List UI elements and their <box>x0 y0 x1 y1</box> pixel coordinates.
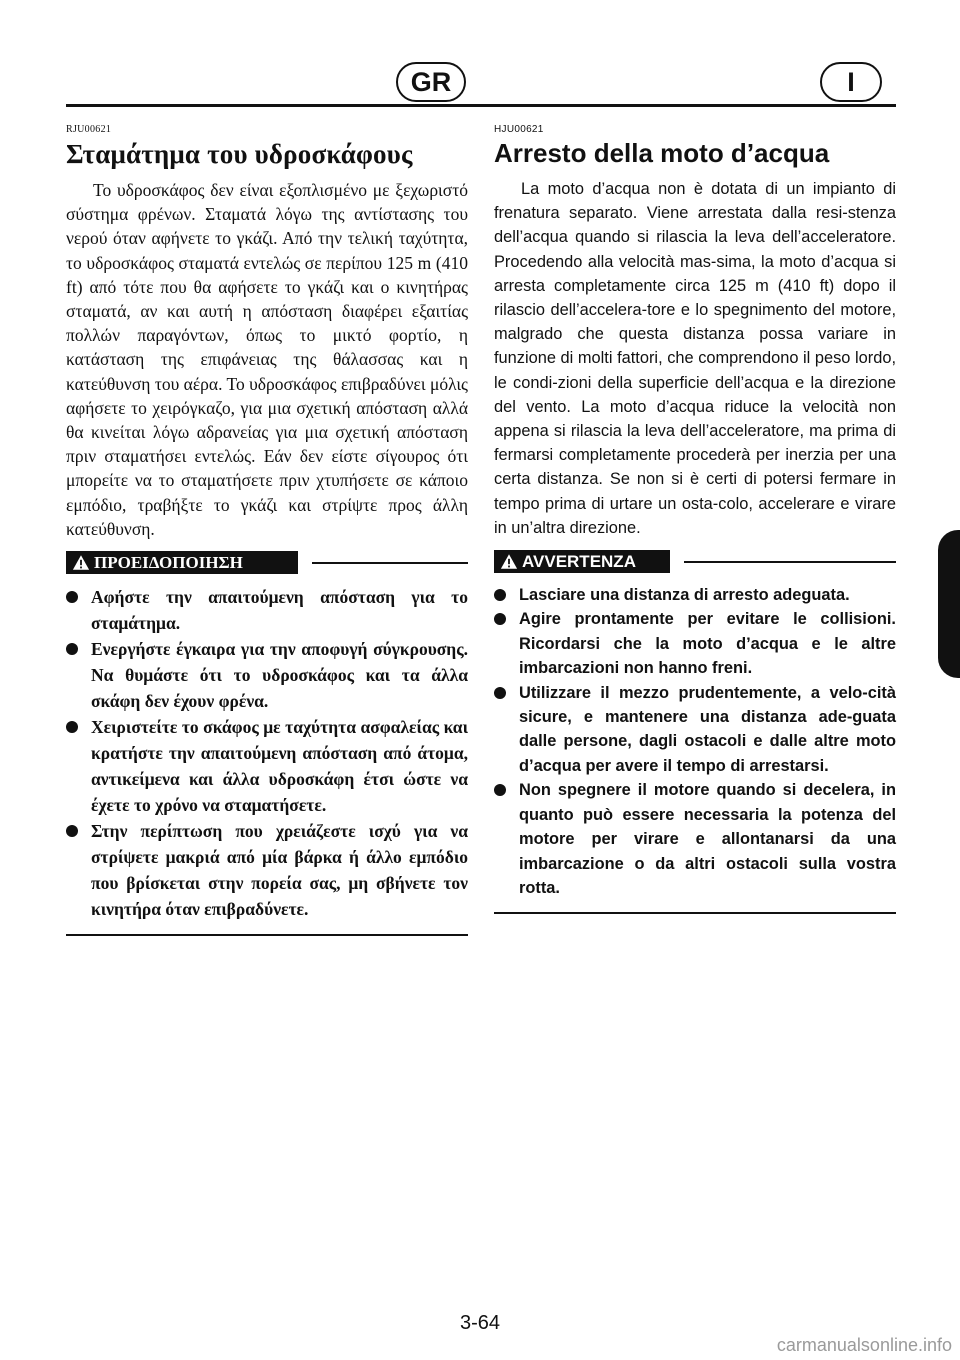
warning-label-box <box>494 550 670 573</box>
warning-list <box>66 584 468 922</box>
header-rule <box>66 104 896 107</box>
section-end-rule <box>494 912 896 914</box>
greek-column <box>66 118 468 936</box>
warning-label: ΠΡΟΕΙΔΟΠΟΙΗΣΗ <box>94 552 243 572</box>
warning-rule <box>684 561 896 563</box>
list-item-text: Χειριστείτε το σκάφος με ταχύτητα ασφαλείας και κρατήστε την απαιτούμενη απόσταση από άτομα, αντικείμενα και άλλα υδροσκάφη έτσι ώστε να έχετε το χρόνο να σταματήσετε. <box>91 717 468 816</box>
warning-rule <box>312 562 468 564</box>
bullet-icon <box>494 784 506 796</box>
list-item <box>494 583 896 607</box>
list-item-text: Αφήστε την απαιτούμενη απόσταση για το σταμάτημα. <box>91 587 468 634</box>
watermark: carmanualsonline.info <box>776 1335 952 1355</box>
warning-icon <box>72 554 90 571</box>
body-paragraph: Το υδροσκάφος δεν είναι εξοπλισμένο με ξεχωριστό σύστημα φρένων. Σταματά λόγω της αντίστασης του νερού όταν αφήνετε το γκάζι. Από την τελική ταχύτητα, το υδροσκάφος σταματά εντελώς σε περίπου 125 m (410 ft) από τότε που θα αφήσετε το γκάζι και ο κινητήρας σταματά, αν και αυτή η απόσταση διαφέρει εξαιτίας πολλών παραγόντων, όπως το μικτό φορτίο, η κατάσταση της επιφάνειας της θάλασσας και η κατεύθυνση του αέρα. Το υδροσκάφος επιβραδύνει μόλις αφήσετε το χειρόγκαζο, για μια σχετική απόσταση αλλά θα κινείται λόγω αδρανείας για μια σχετική απόσταση πριν σταματήσει εντελώς. Εάν δεν είστε σίγουρος ότι μπορείτε να το σταματήσετε πριν χτυπήσετε σε κάποιο εμπόδιο, τραβήξτε το γκάζι και στρίψτε προς άλλη κατεύθυνση. <box>66 180 468 539</box>
list-item-text: Lasciare una distanza di arresto adeguata. <box>519 586 850 605</box>
bullet-icon <box>66 825 78 837</box>
bullet-icon <box>66 591 78 603</box>
section-code: HJU00621 <box>494 124 544 135</box>
bullet-icon <box>66 721 78 733</box>
italian-column <box>494 118 896 914</box>
language-tab-italian: I <box>820 62 882 102</box>
list-item-text: Ενεργήστε έγκαιρα για την αποφυγή σύγκρουσης. Να θυμάστε ότι το υδροσκάφος και τα άλλα σκάφη δεν έχουν φρένα. <box>91 639 468 712</box>
warning-list <box>494 583 896 900</box>
warning-label-box <box>66 551 298 574</box>
list-item <box>494 778 896 900</box>
page-number: 3-64 <box>459 1312 501 1334</box>
language-tab-greek: GR <box>396 62 466 102</box>
list-item-text: Στην περίπτωση που χρειάζεστε ισχύ για να στρίψετε μακριά από μία βάρκα ή άλλο εμπόδιο που βρίσκεται στην πορεία σας, μη σβήνετε τον κινητήρα όταν επιβραδύνετε. <box>91 821 468 920</box>
warning-icon <box>500 553 518 570</box>
warning-label: AVVERTENZA <box>522 551 636 571</box>
section-end-rule <box>66 934 468 936</box>
list-item-text: Utilizzare il mezzo prudentemente, a velo-cità sicure, e mantenere una distanza ade-guata dalle persone, dagli ostacoli e dalle altre moto d’acqua per avere il tempo di arrestarsi. <box>519 683 896 775</box>
list-item-text: Non spegnere il motore quando si decelera, in quanto può essere necessaria la potenza del motore per virare e allontanarsi da una imbarcazione o da altri ostacoli sulla vostra rotta. <box>519 781 896 897</box>
list-item <box>66 584 468 636</box>
list-item <box>494 607 896 680</box>
bullet-icon <box>66 643 78 655</box>
section-code: RJU00621 <box>66 124 112 135</box>
list-item <box>494 681 896 779</box>
section-title: Σταμάτημα του υδροσκάφους <box>66 139 413 169</box>
bullet-icon <box>494 613 506 625</box>
section-title: Arresto della moto d’acqua <box>494 138 830 168</box>
body-paragraph: La moto d’acqua non è dotata di un impianto di frenatura separato. Viene arrestata dalla resi-stenza dell’acqua quando si rilascia la leva dell’acceleratore. Procedendo alla velocità mas-sima, la moto d’acqua si arresta completamente circa 125 m (410 ft) dopo il rilascio dell’accelera-tore e lo spegnimento del motore, malgrado che questa distanza possa variare in funzione di molti fattori, che comprendono il peso lordo, le condi-zioni della superficie dell’acqua e la direzione del vento. La moto d’acqua riduce la velocità non appena si rilascia la leva dell’acceleratore, ma prima di fermarsi completamente procederà per inerzia per una certa distanza. Se non si è certi di potersi fermare in tempo prima di urtare un osta-colo, accelerare e virare in un’altra direzione. <box>494 180 896 537</box>
warning-header <box>66 551 468 574</box>
list-item <box>66 714 468 818</box>
list-item <box>66 818 468 922</box>
bullet-icon <box>494 687 506 699</box>
warning-header <box>494 550 896 573</box>
list-item-text: Agire prontamente per evitare le collisioni. Ricordarsi che la moto d’acqua e le altre imbarcazioni non hanno freni. <box>519 610 896 678</box>
list-item <box>66 636 468 714</box>
bullet-icon <box>494 589 506 601</box>
chapter-thumb-tab <box>938 530 960 678</box>
